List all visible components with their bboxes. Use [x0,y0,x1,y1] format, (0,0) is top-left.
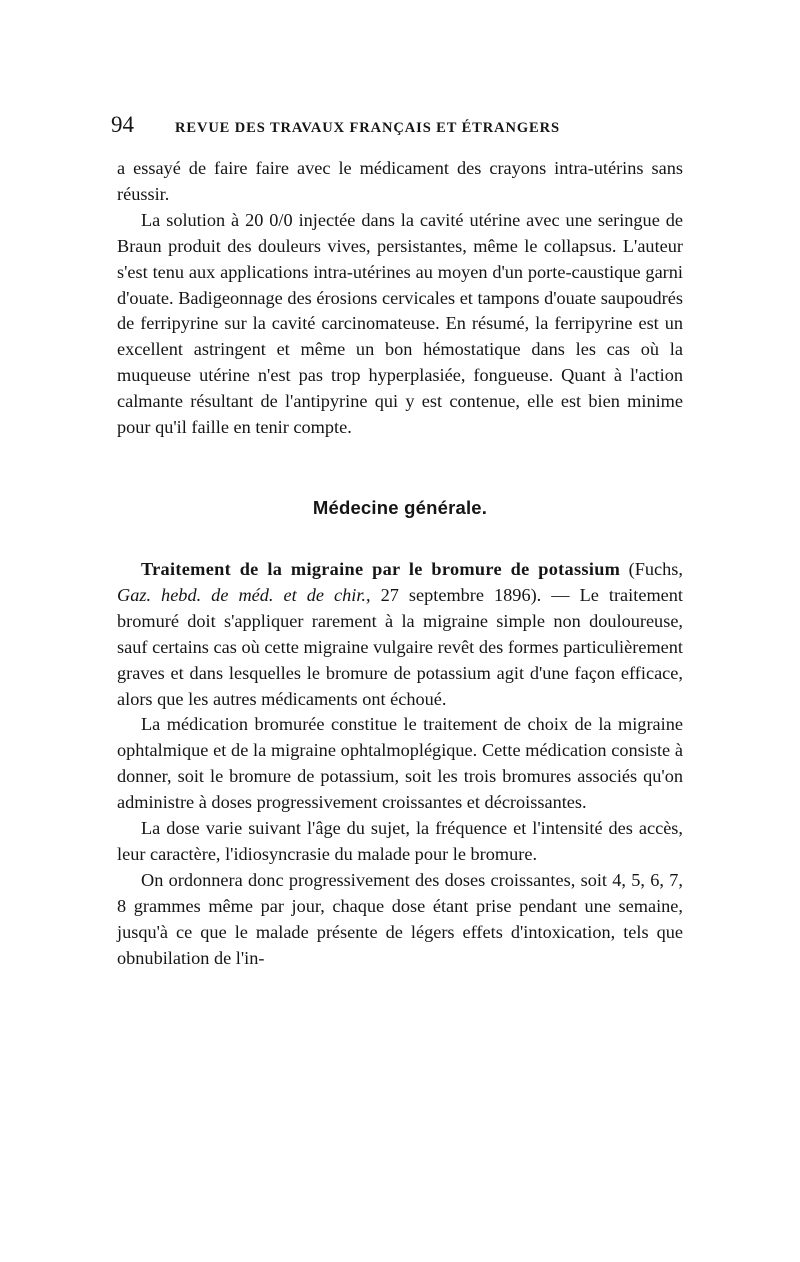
paragraph-dose: La dose varie suivant l'âge du sujet, la fréquence et l'intensité des accès, leur caractère, l'idiosyncrasie du malade pour le bromure. [117,818,683,864]
running-title: REVUE DES TRAVAUX FRANÇAIS ET ÉTRANGERS [175,120,560,136]
section-heading: Médecine générale. [312,496,488,518]
citation-journal: Gaz. hebd. de méd. et de chir. [117,584,366,605]
running-head [111,112,683,142]
paragraph-continuation: a essayé de faire faire avec le médicament des crayons intra-utérins sans réussir. [117,158,683,204]
document-page [111,112,683,971]
paragraph-article-intro [117,557,683,712]
page-number: 94 [111,112,134,137]
paragraph-text: — Le traitement bromuré doit s'appliquer rarement à la migraine simple non douloureuse, sauf certains cas où cette migraine vulgaire revêt des formes particulièrement graves et dans lesquelles le bromure de potassium agit d'une façon efficace, alors que les autres médicaments ont échoué. [117,584,683,709]
paragraph-ferripyrine: La solution à 20 0/0 injectée dans la cavité utérine avec une seringue de Braun produit des douleurs vives, persistantes, même le collapsus. L'auteur s'est tenu aux applications intra-utérines au moyen d'un porte-caustique garni d'ouate. Badigeonnage des érosions cervicales et tampons d'ouate saupoudrés de ferripyrine sur la cavité carcinomateuse. En résumé, la ferripyrine est un excellent astringent et même un bon hémostatique dans les cas où la muqueuse utérine n'est pas trop hyperplasiée, fongueuse. Quant à l'action calmante résultant de l'antipyrine qui y est contenue, elle est bien minime pour qu'il faille en tenir compte. [117,209,683,438]
paragraph-progression: On ordonnera donc progressivement des doses croissantes, soit 4, 5, 6, 7, 8 grammes même par jour, chaque dose étant prise pendant une semaine, jusqu'à ce que le malade présente de légers effets d'intoxication, tels que obnubilation de l'in- [117,869,683,968]
article-title: Traitement de la migraine par le bromure de potassium [141,558,621,579]
citation-close: , 27 septembre 1896). [365,584,542,605]
paragraph-medication: La médication bromurée constitue le traitement de choix de la migraine ophtalmique et de la migraine ophtalmoplégique. Cette médication consiste à donner, soit le bromure de potassium, soit les trois bromures associés qu'on administre à doses progressivement croissantes et décroissantes. [117,714,683,813]
citation-open: (Fuchs, [628,558,683,579]
